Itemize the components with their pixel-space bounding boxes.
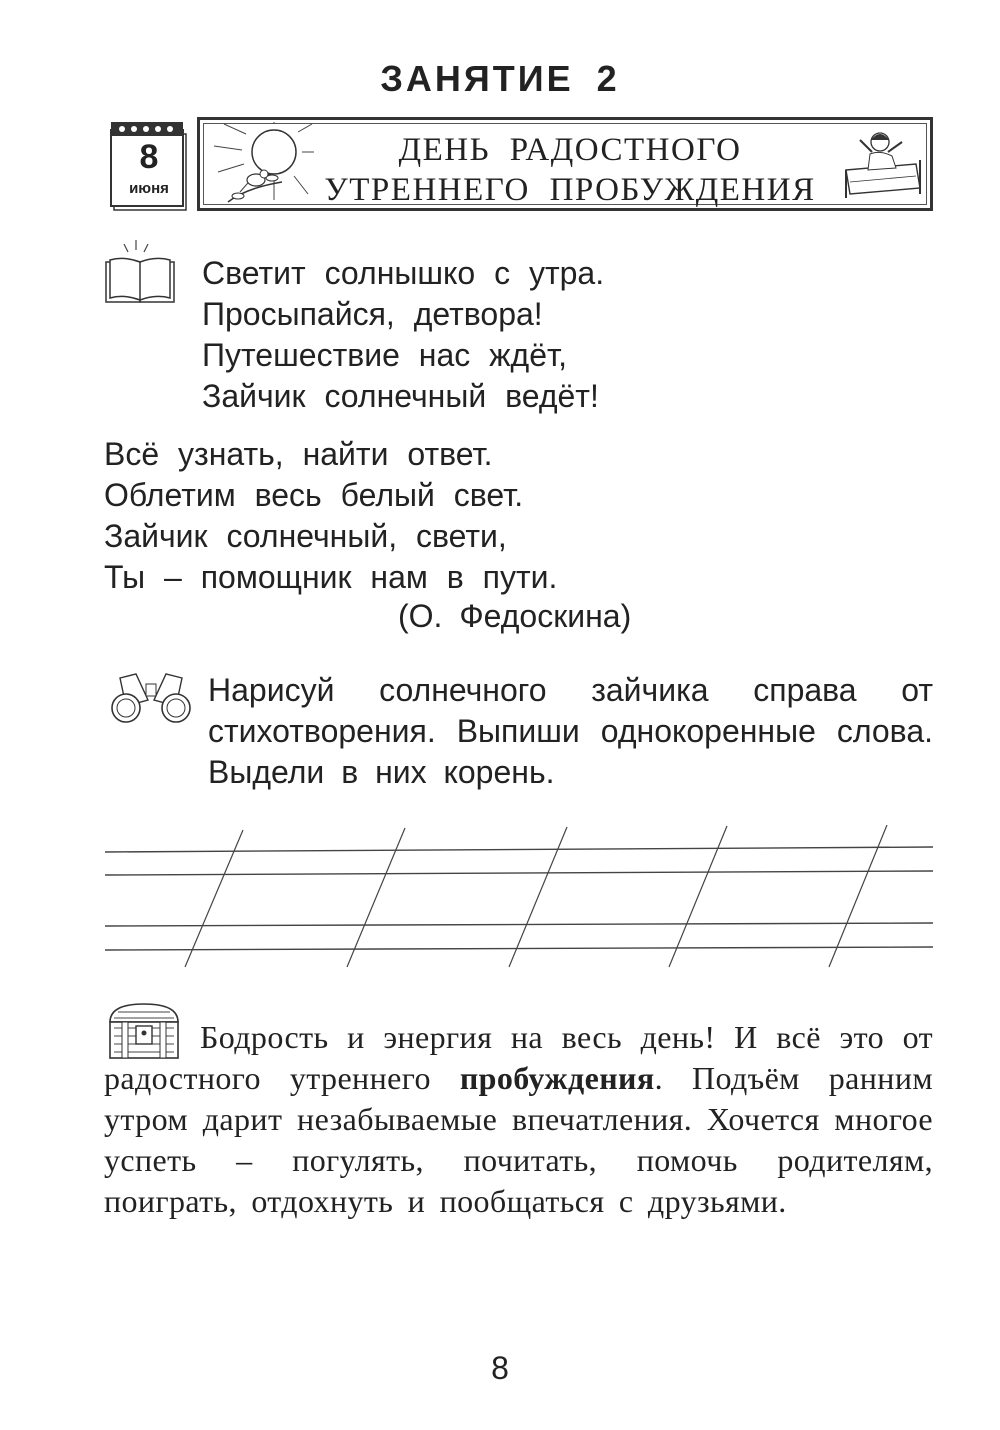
poem-author: (О. Федоскина) (398, 598, 632, 634)
task-instruction: Нарисуй солнечного зайчика справа от стихотворения. Выпиши однокоренные слова. Выдели в них корень. (208, 672, 933, 790)
info-text-before: Бодрость и энергия на весь день! И всё это от радостного утреннего (104, 1019, 933, 1096)
poem-line: Всё узнать, найти ответ. (104, 436, 493, 472)
poem-line: Светит солнышко с утра. (202, 255, 605, 291)
banner-line-1: ДЕНЬ РАДОСТНОГО (398, 132, 742, 168)
calendar-month: июня (129, 180, 169, 197)
binoculars-icon (106, 670, 196, 726)
info-bold-word: пробуждения (459, 1060, 655, 1096)
lesson-banner (197, 117, 933, 211)
poem-line: Путешествие нас ждёт, (202, 337, 568, 373)
info-paragraph (104, 1017, 933, 1222)
calendar-icon (108, 120, 190, 212)
bird-on-branch-icon (226, 158, 286, 208)
poem-line: Просыпайся, детвора! (202, 296, 543, 332)
poem-line: Зайчик солнечный ведёт! (202, 378, 599, 414)
writing-lines[interactable] (105, 825, 935, 970)
poem-stanza-2 (104, 434, 557, 598)
info-text-after: . Подъём ранним утром дарит незабываемые впечатления. Хочется многое успеть – погулять, почитать, помочь родителям, поиграть, отдохнуть и пообщаться с друзьями. (104, 1060, 934, 1219)
lesson-title: ЗАНЯТИЕ 2 (380, 58, 620, 99)
poem-line: Зайчик солнечный, свети, (104, 518, 507, 554)
poem-line: Ты – помощник нам в пути. (104, 559, 558, 595)
child-in-bed-icon (836, 124, 926, 204)
calendar-day: 8 (139, 138, 159, 176)
poem-stanza-1 (202, 253, 604, 417)
page-number: 8 (491, 1350, 509, 1386)
banner-title (310, 130, 830, 210)
banner-line-2: УТРЕННЕГО ПРОБУЖДЕНИЯ (324, 172, 816, 208)
poem-line: Облетим весь белый свет. (104, 477, 524, 513)
open-book-icon (100, 238, 190, 308)
